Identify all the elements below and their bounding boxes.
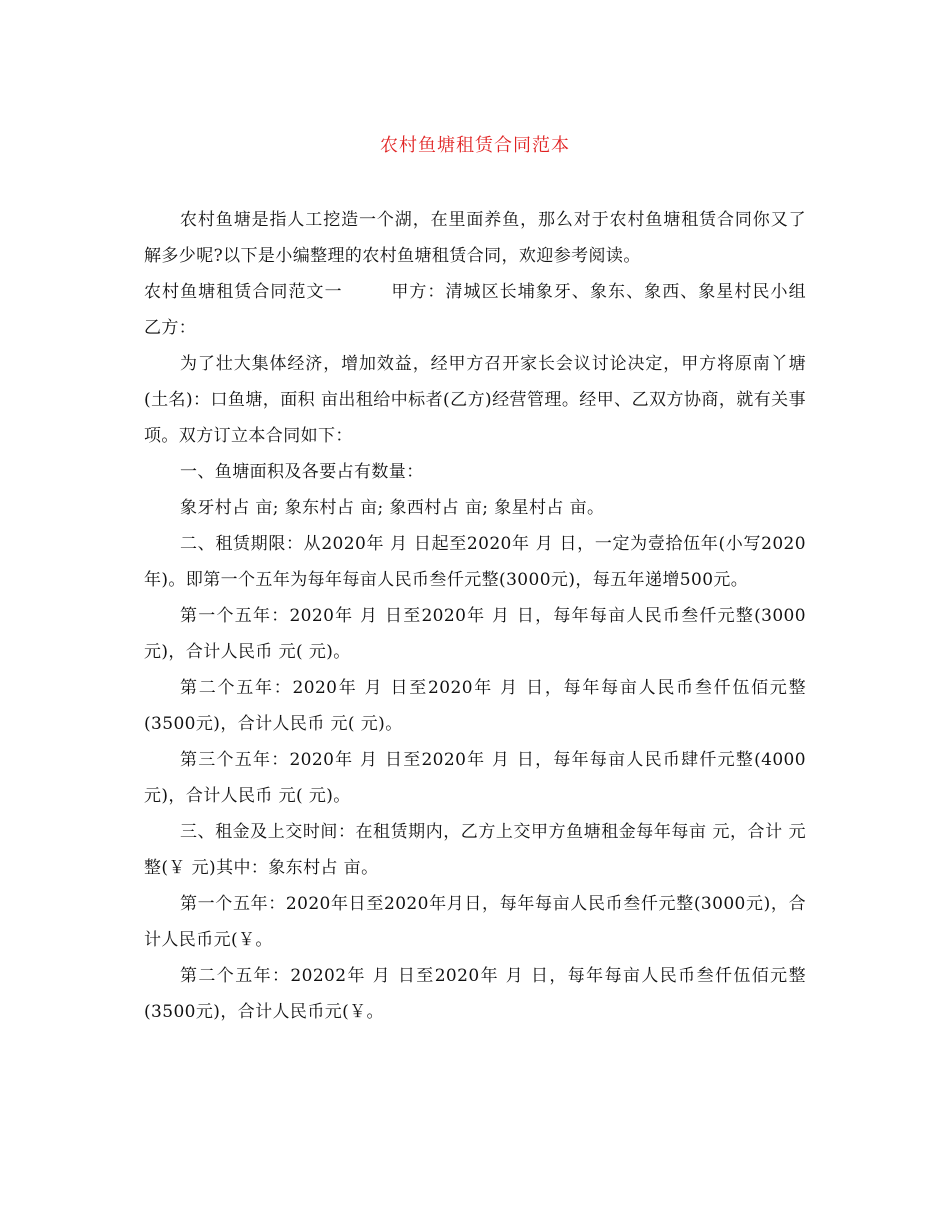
first-five-years-paragraph: 第一个五年：2020年 月 日至2020年 月 日，每年每亩人民币叁仟元整(3000元)，合计人民币 元( 元)。 (144, 606, 806, 662)
first-five-years-rent-paragraph: 第一个五年：2020年日至2020年月日，每年每亩人民币叁仟元整(3000元)，合计人民币元(￥。 (144, 894, 806, 950)
second-five-years-paragraph: 第二个五年：2020年 月 日至2020年 月 日，每年每亩人民币叁仟伍佰元整(3500元)，合计人民币 元( 元)。 (144, 678, 806, 734)
purpose-paragraph: 为了壮大集体经济，增加效益，经甲方召开家长会议讨论决定，甲方将原南丫塘(土名)：口鱼塘，面积 亩出租给中标者(乙方)经营管理。经甲、乙双方协商，就有关事项。双方订立本合同如下： (144, 354, 806, 446)
contract-heading: 农村鱼塘租赁合同范文一 (144, 282, 343, 302)
section-one-heading: 一、鱼塘面积及各要占有数量： (180, 462, 424, 482)
party-a-line: 甲方：清城区长埔象牙、象东、象西、象星村民小组 乙方： (144, 282, 807, 338)
document-body (144, 202, 806, 1030)
third-five-years-paragraph: 第三个五年：2020年 月 日至2020年 月 日，每年每亩人民币肆仟元整(4000元)，合计人民币 元( 元)。 (144, 750, 806, 806)
intro-paragraph: 农村鱼塘是指人工挖造一个湖，在里面养鱼，那么对于农村鱼塘租赁合同你又了解多少呢?以下是小编整理的农村鱼塘租赁合同，欢迎参考阅读。 (144, 210, 806, 266)
second-five-years-rent-paragraph: 第二个五年：20202年 月 日至2020年 月 日，每年每亩人民币叁仟伍佰元整(3500元)，合计人民币元(￥。 (144, 966, 806, 1022)
contract-header-paragraph (144, 274, 806, 346)
document-title: 农村鱼塘租赁合同范本 (380, 135, 570, 156)
village-shares-paragraph: 象牙村占 亩; 象东村占 亩; 象西村占 亩; 象星村占 亩。 (180, 498, 605, 518)
lease-term-paragraph: 二、租赁期限：从2020年 月 日起至2020年 月 日，一定为壹拾伍年(小写2020年)。即第一个五年为每年每亩人民币叁仟元整(3000元)，每五年递增500元。 (144, 534, 806, 590)
rent-payment-paragraph: 三、租金及上交时间：在租赁期内，乙方上交甲方鱼塘租金每年每亩 元，合计 元整(￥ 元)其中：象东村占 亩。 (144, 822, 806, 878)
